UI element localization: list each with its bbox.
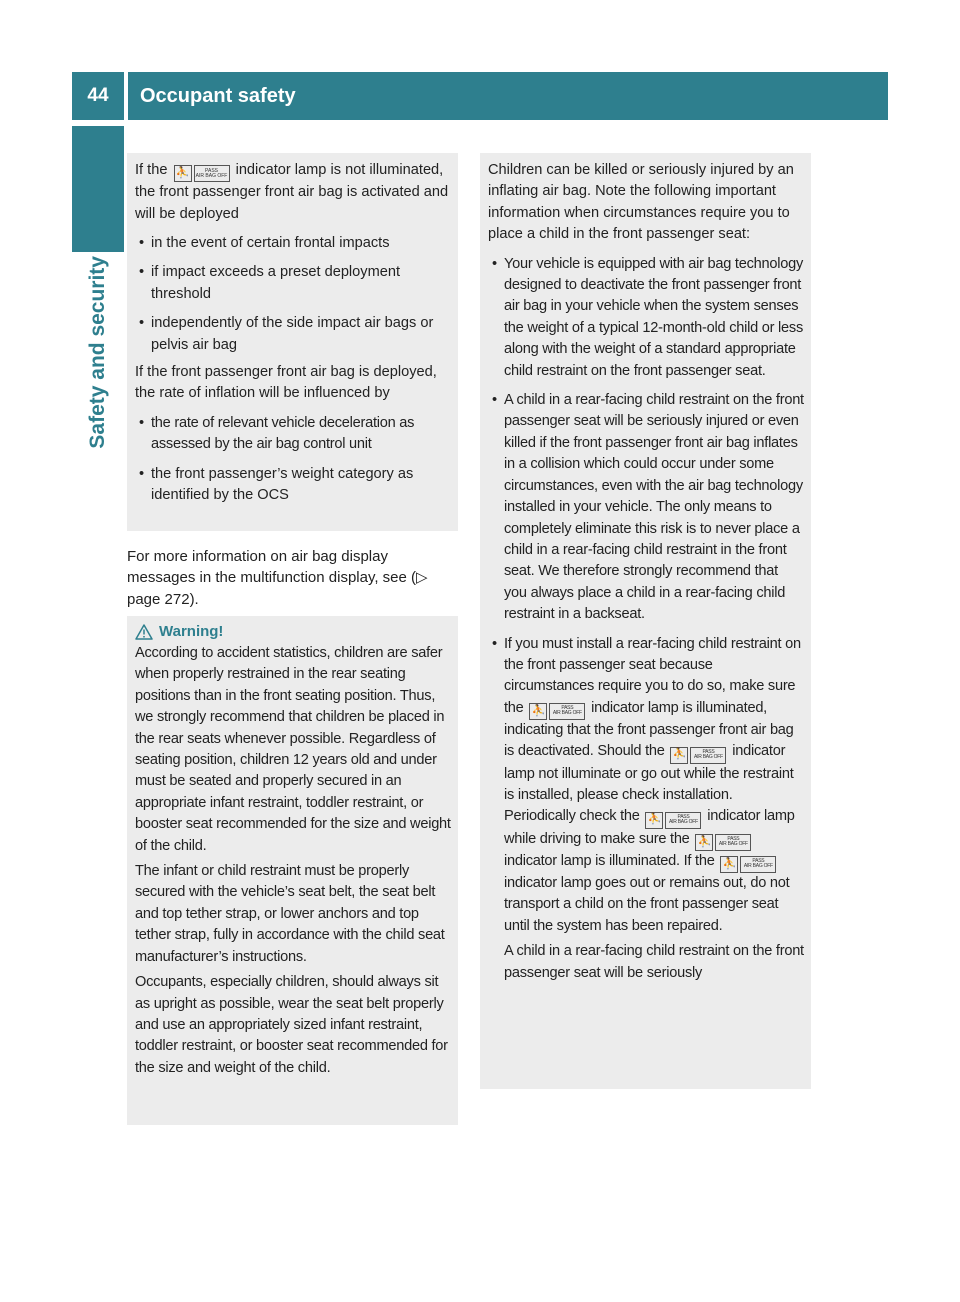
paragraph: A child in a rear-facing child restraint on the front passenger seat will be seriously bbox=[504, 943, 804, 981]
side-tab bbox=[72, 256, 124, 496]
list-item: • if impact exceeds a preset deployment threshold bbox=[135, 262, 451, 305]
list-item: • the front passenger’s weight category as identified by the OCS bbox=[135, 464, 451, 507]
pass-airbag-off-indicator-icon: ⛹ PASS AIR BAG OFF bbox=[720, 856, 776, 873]
warning-triangle-icon bbox=[135, 624, 153, 640]
pass-airbag-off-indicator-icon: ⛹ PASS AIR BAG OFF bbox=[695, 834, 751, 851]
paragraph: If the ⛹ PASS AIR BAG OFF indicator lamp is not illuminated, the front passenger front air bag is activated and will be deployed bbox=[135, 162, 449, 222]
info-box-child-safety bbox=[480, 153, 811, 1089]
list-item: • the rate of relevant vehicle deceleration as assessed by the air bag control unit bbox=[135, 413, 451, 456]
list-item: • independently of the side impact air bags or pelvis air bag bbox=[135, 313, 451, 356]
list-item: • Your vehicle is equipped with air bag technology designed to deactivate the front passenger front air bag in your vehicle when the system senses the weight of a typical 12-month-old child or less along with the weight of a standard appropriate child restraint on the front passenger seat. bbox=[488, 254, 804, 382]
paragraph: For more information on air bag display messages in the multifunction display, see (▷ page 272). bbox=[127, 548, 428, 608]
paragraph: If the front passenger front air bag is deployed, the rate of inflation will be influenced by bbox=[135, 364, 437, 402]
pass-airbag-off-indicator-icon: ⛹ PASS AIR BAG OFF bbox=[174, 165, 230, 182]
page-number: 44 bbox=[72, 72, 124, 120]
list-item: • If you must install a rear-facing child restraint on the front passenger seat because circumstances require you to do so, make sure the ⛹ PASS AIR BAG OFF indicator lamp is illuminated, indicating that the front passenger front air bag is deactivated. Should the ⛹ PASS AIR BAG OFF indicator lamp not illuminate or go out while the restraint is installed, please check installation. Periodically check the ⛹ PASS AIR BAG OFF indicator lamp while driving to make sure the ⛹ PASS AIR BAG OFF indicator lamp is illuminated. If the ⛹ PASS AIR BAG OFF indicator lamp goes out or remains out, do not transport a child on the front passenger seat until the system has been repaired. bbox=[488, 634, 804, 938]
paragraph: According to accident statistics, children are safer when properly restrained in the rear seating positions than in the front seating position. Thus, we strongly recommend that children be placed in the rear seats whenever possible. Regardless of seating position, children 12 years old and under must be seated and properly secured in an appropriate infant restraint, toddler restraint, or booster seat recommended for the size and weight of the child. bbox=[135, 645, 451, 854]
pass-airbag-off-indicator-icon: ⛹ PASS AIR BAG OFF bbox=[529, 703, 585, 720]
paragraph: The infant or child restraint must be properly secured with the vehicle’s seat belt, the seat belt and top tether strap, or lower anchors and top tether strap, fully in accordance with the child seat manufacturer’s instructions. bbox=[135, 863, 445, 965]
info-box-airbag-deployment bbox=[127, 153, 458, 531]
warning-title: Warning! bbox=[159, 623, 224, 640]
page-title: Occupant safety bbox=[128, 72, 888, 120]
body-text bbox=[127, 546, 458, 610]
side-tab-label: Safety and security bbox=[86, 256, 109, 449]
pass-airbag-off-indicator-icon: ⛹ PASS AIR BAG OFF bbox=[645, 812, 701, 829]
list-item: • A child in a rear-facing child restraint on the front passenger seat will be seriously injured or even killed if the front passenger front air bag inflates in a collision which could occur under some circumstances, even with the air bag technology installed in your vehicle. The only means to completely eliminate this risk is to never place a child in a rear-facing child restraint in the front seat. We therefore strongly recommend that you always place a child in a rear-facing child restraint in a backseat. bbox=[488, 390, 804, 625]
paragraph: Children can be killed or seriously injured by an inflating air bag. Note the following important information when circumstances require you to place a child in the front passenger seat: bbox=[488, 162, 794, 243]
warning-header bbox=[135, 623, 451, 640]
paragraph: Occupants, especially children, should always sit as upright as possible, wear the seat belt properly and use an appropriately sized infant restraint, toddler restraint, or booster seat recommended for the size and weight of the child. bbox=[135, 974, 448, 1076]
side-tab-block bbox=[72, 126, 124, 252]
list-item: • in the event of certain frontal impacts bbox=[135, 233, 451, 254]
warning-box bbox=[127, 616, 458, 1125]
pass-airbag-off-indicator-icon: ⛹ PASS AIR BAG OFF bbox=[670, 747, 726, 764]
page-reference-arrow-icon: ▷ bbox=[416, 569, 428, 587]
